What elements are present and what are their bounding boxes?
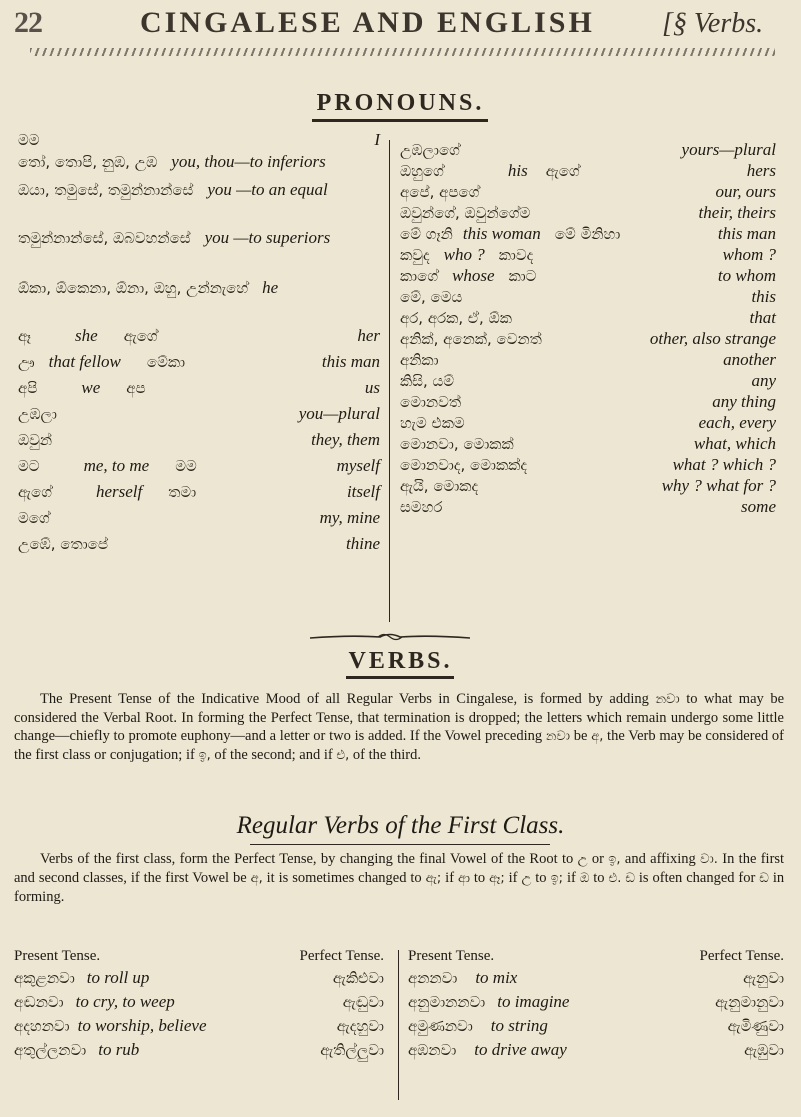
sinhala-word: කිසි, යම් [400, 372, 455, 390]
present-form: අකුළනවා [14, 969, 75, 987]
header-wavy-rule [30, 48, 775, 56]
english-gloss: to imagine [497, 992, 570, 1011]
english-gloss: to rub [98, 1040, 140, 1059]
sinhala-word: තෝ, තොපි, නුඹ, උඹ [18, 153, 158, 171]
present-form: අදහනවා [14, 1017, 70, 1035]
verb-table-right [408, 946, 784, 1106]
column-divider [389, 140, 390, 622]
english-gloss: his [507, 161, 528, 180]
sinhala-word: ඇයි, මොකද [400, 477, 479, 495]
sinhala-word: ඌ [18, 353, 35, 371]
rule-text: is often changed for [638, 870, 756, 886]
present-form: අඹනවා [408, 1041, 457, 1059]
sinhala-word: මොනවත් [400, 393, 462, 411]
subheading-rule [250, 844, 550, 845]
english-gloss: her [357, 326, 380, 345]
sinhala-word: ඈ [18, 327, 32, 345]
intro-text: be [573, 728, 588, 744]
pronouns-left-column [18, 130, 380, 620]
perfect-form: ඇකිළුවා [332, 969, 384, 987]
sinhala-word: මේකා [146, 353, 186, 371]
english-gloss: each, every [698, 413, 776, 432]
verb-table-left [14, 946, 384, 1106]
sinhala-word: ඇගේ [123, 327, 158, 345]
sinhala-inline: ඩ [625, 871, 635, 886]
pronoun-row [18, 404, 380, 425]
rule-text: In the first and second classes, if the first Vowel be [14, 851, 785, 886]
sinhala-word: උඹලාගේ [400, 141, 460, 159]
perfect-form: ඇනුමානුවා [715, 993, 784, 1011]
verb-row [408, 1016, 784, 1037]
sinhala-word: අනික්, අනෙක්, වෙනත් [400, 330, 542, 348]
english-gloss: herself [95, 482, 143, 501]
pronoun-row [18, 228, 380, 249]
sinhala-inline: එ, [336, 748, 350, 763]
running-title: CINGALESE AND ENGLISH [140, 6, 595, 39]
present-form: අතුල්ලනවා [14, 1041, 87, 1059]
perfect-form: ඇඹුවා [744, 1041, 784, 1059]
rule-text: and affixing [624, 851, 696, 867]
english-gloss: to whom [717, 266, 776, 285]
pronoun-row [400, 287, 776, 308]
english-gloss: to worship, believe [77, 1016, 207, 1035]
english-gloss: that [749, 308, 776, 327]
rule-text: if [566, 870, 576, 886]
sinhala-word: මගේ [18, 509, 50, 527]
pronoun-row [400, 266, 776, 287]
sinhala-word: ඔවුන් [18, 431, 53, 449]
pronoun-row [400, 371, 776, 392]
verb-row [14, 1016, 384, 1037]
sinhala-inline: ඉ, [608, 852, 621, 867]
english-gloss: me, to me [83, 456, 150, 475]
english-gloss: you —to superiors [204, 228, 331, 247]
rule-text: to [593, 870, 605, 886]
sinhala-inline: ආ [457, 871, 470, 886]
pronoun-row [400, 161, 776, 182]
sinhala-word: තමුන්නාන්සේ, ඔබවහන්සේ [18, 229, 191, 247]
pronoun-row [400, 308, 776, 329]
sinhala-word: කාට [508, 267, 537, 285]
rule-text: to [535, 870, 547, 886]
sinhala-word: මේ ගෑනි [400, 225, 453, 243]
rule-text: it is sometimes changed to [266, 870, 422, 886]
sinhala-word: ඔයා, තමුසේ, තමුන්නාන්සේ [18, 181, 194, 199]
sinhala-inline: උ [521, 871, 532, 886]
sinhala-word: කාගේ [400, 267, 439, 285]
rule-text: Verbs of the first class, form the Perfect Tense, by changing the final Vowel of the Root to [40, 851, 574, 867]
pronouns-heading: PRONOUNS. [316, 90, 485, 116]
perfect-form: ඇනුවා [743, 969, 784, 987]
rule-text: if [508, 870, 518, 886]
english-gloss: my, mine [319, 508, 380, 527]
verb-row [408, 992, 784, 1013]
pronoun-row [400, 476, 776, 497]
intro-text: The Present Tense of the Indicative Mood of all Regular Verbs in Cingalese, is formed by adding [40, 691, 649, 707]
pronoun-row [18, 430, 380, 451]
english-gloss: what ? which ? [672, 455, 776, 474]
sinhala-inline: ඩ [759, 871, 769, 886]
pronoun-row [400, 413, 776, 434]
sinhala-word: අපි [18, 379, 38, 397]
sinhala-word: ඇගේ [545, 162, 580, 180]
pronoun-row [400, 140, 776, 161]
sinhala-inline: අ, [250, 871, 263, 886]
column-header-present: Present Tense. [14, 948, 101, 964]
english-gloss: he [262, 278, 279, 297]
english-gloss: whom ? [722, 245, 776, 264]
sinhala-inline: ඇ; [425, 871, 442, 886]
sinhala-word: හැම එකම [400, 414, 465, 432]
sinhala-inline: අ, [591, 729, 604, 744]
present-form: අඬනවා [14, 993, 64, 1011]
english-gloss: this man [321, 352, 380, 371]
sinhala-inline: ඈ; [489, 871, 505, 886]
pronoun-row [18, 326, 380, 347]
english-gloss: another [723, 350, 776, 369]
intro-text: of the second; and if [214, 747, 333, 763]
pronouns-right-column [400, 140, 776, 620]
sinhala-inline: ඔ [579, 871, 590, 886]
column-header-present: Present Tense. [408, 948, 495, 964]
perfect-form: ඇමිණුවා [727, 1017, 784, 1035]
pronoun-row [400, 497, 776, 518]
english-gloss: who ? [443, 245, 485, 264]
pronoun-row [400, 182, 776, 203]
pronoun-row [400, 245, 776, 266]
english-gloss: you—plural [298, 404, 380, 423]
pronoun-row [400, 455, 776, 476]
english-gloss: this man [717, 224, 776, 243]
english-gloss: this woman [462, 224, 541, 243]
pronoun-row [18, 534, 380, 555]
english-gloss: other, also strange [649, 329, 776, 348]
english-gloss: hers [746, 161, 776, 180]
first-class-rule-paragraph [14, 850, 784, 906]
english-gloss: to cry, to weep [75, 992, 175, 1011]
sinhala-word: තමා [168, 483, 197, 501]
sinhala-word: අප [126, 379, 146, 397]
perfect-form: ඇඬුවා [342, 993, 384, 1011]
verbs-intro-paragraph [14, 690, 784, 765]
rule-text: in forming. [14, 870, 785, 905]
sinhala-inline: එ. [608, 871, 622, 886]
verb-row [14, 968, 384, 989]
sinhala-word: මොනවාද, මොකක්ද [400, 456, 527, 474]
pronoun-row [18, 508, 380, 529]
sinhala-word: මේ මිනිහා [554, 225, 621, 243]
english-gloss: yours—plural [681, 140, 776, 159]
pronoun-row [400, 350, 776, 371]
table-divider [398, 950, 399, 1100]
english-gloss: myself [336, 456, 380, 475]
pronoun-row [400, 329, 776, 350]
english-gloss: to drive away [474, 1040, 567, 1059]
sinhala-inline: වා. [700, 852, 718, 867]
present-form: අමුණනවා [408, 1017, 473, 1035]
verb-row [408, 1040, 784, 1061]
sinhala-word: අනිකා [400, 351, 439, 369]
english-gloss: what, which [693, 434, 776, 453]
sinhala-word: අපේ, අපගේ [400, 183, 480, 201]
intro-text: the Verb may be considered of the first class or conjugation; if [14, 728, 785, 763]
rule-text: to [473, 870, 486, 886]
pronoun-row [400, 434, 776, 455]
sinhala-word: ඔවුන්ගේ, ඔවුන්ගේම [400, 204, 531, 222]
english-gloss: you, thou—to inferiors [171, 152, 326, 171]
sinhala-word: ඕකා, ඕකෙනා, ඕනා, ඔහු, උන්නැහේ [18, 279, 249, 297]
rule-text: or [591, 851, 604, 867]
pronoun-row [18, 278, 380, 299]
pronoun-row [18, 456, 380, 477]
section-marker: [§ Verbs. [662, 8, 764, 39]
sinhala-inline: උ [577, 852, 588, 867]
english-gloss: she [75, 326, 98, 345]
english-gloss: to roll up [86, 968, 150, 987]
pronoun-row [400, 392, 776, 413]
english-gloss: any thing [712, 392, 776, 411]
pronoun-row [18, 378, 380, 399]
sinhala-word: මොනවා, මොකක් [400, 435, 514, 453]
sinhala-word: කාවද [498, 246, 534, 264]
intro-text: of the third. [352, 747, 421, 763]
english-gloss: this [751, 287, 776, 306]
sinhala-word: මම [175, 457, 197, 475]
english-gloss: to mix [475, 968, 518, 987]
english-gloss: any [751, 371, 776, 390]
english-gloss: they, them [311, 430, 380, 449]
sinhala-inline: නවා [545, 729, 571, 744]
perfect-form: ඇතිල්ලුවා [320, 1041, 384, 1059]
english-gloss: us [364, 378, 380, 397]
english-gloss: thine [346, 534, 380, 553]
pronoun-row [18, 352, 380, 373]
pronoun-row [18, 130, 380, 151]
intro-text: to what may be considered the Verbal Root. In forming the Perfect Tense, that termination is dropped; the letters which remain undergo some little change—chiefly to promote euphony—and a letter or two is added. If the Vowel preceding [14, 691, 785, 744]
sinhala-word: උඹේ, තොපේ [18, 535, 109, 553]
sinhala-word: සමහර [400, 498, 443, 516]
english-gloss: our, ours [715, 182, 776, 201]
english-gloss: why ? what for ? [661, 476, 776, 495]
pronoun-row [400, 203, 776, 224]
english-gloss: you —to an equal [207, 180, 328, 199]
column-header-perfect: Perfect Tense. [699, 948, 784, 964]
english-gloss: we [81, 378, 101, 397]
first-class-subheading: Regular Verbs of the First Class. [236, 812, 565, 839]
sinhala-word: උඹලා [18, 405, 57, 423]
ornament-divider [310, 632, 470, 642]
verbs-heading: VERBS. [348, 648, 453, 674]
sinhala-inline: ඉ; [550, 871, 564, 886]
pronoun-row [18, 180, 380, 201]
english-gloss: some [741, 497, 776, 516]
sinhala-inline: ඉ, [198, 748, 211, 763]
sinhala-inline: නවා [655, 692, 680, 707]
sinhala-word: ඔහුගේ [400, 162, 444, 180]
verb-row [14, 1040, 384, 1061]
perfect-form: ඇදහුවා [336, 1017, 384, 1035]
sinhala-word: කවුද [400, 246, 430, 264]
english-gloss: I [374, 130, 380, 149]
column-header-perfect: Perfect Tense. [299, 948, 384, 964]
sinhala-word: මට [18, 457, 40, 475]
pronoun-row [18, 482, 380, 503]
verb-row [408, 968, 784, 989]
page-number: 22 [14, 6, 42, 39]
english-gloss: to string [490, 1016, 548, 1035]
english-gloss: their, theirs [698, 203, 776, 222]
sinhala-word: මේ, මෙය [400, 288, 463, 306]
rule-text: if [445, 870, 455, 886]
english-gloss: whose [452, 266, 495, 285]
verb-row [14, 992, 384, 1013]
pronouns-heading-underline [312, 119, 488, 122]
verbs-heading-underline [346, 676, 454, 679]
present-form: අනුමානනවා [408, 993, 486, 1011]
present-form: අනනවා [408, 969, 458, 987]
pronoun-row [18, 152, 380, 173]
english-gloss: itself [346, 482, 380, 501]
pronoun-row [400, 224, 776, 245]
sinhala-word: අර, අරක, ඒ, ඕක [400, 309, 512, 327]
sinhala-word: මම [18, 131, 40, 149]
sinhala-word: ඇගේ [18, 483, 52, 501]
english-gloss: that fellow [48, 352, 121, 371]
